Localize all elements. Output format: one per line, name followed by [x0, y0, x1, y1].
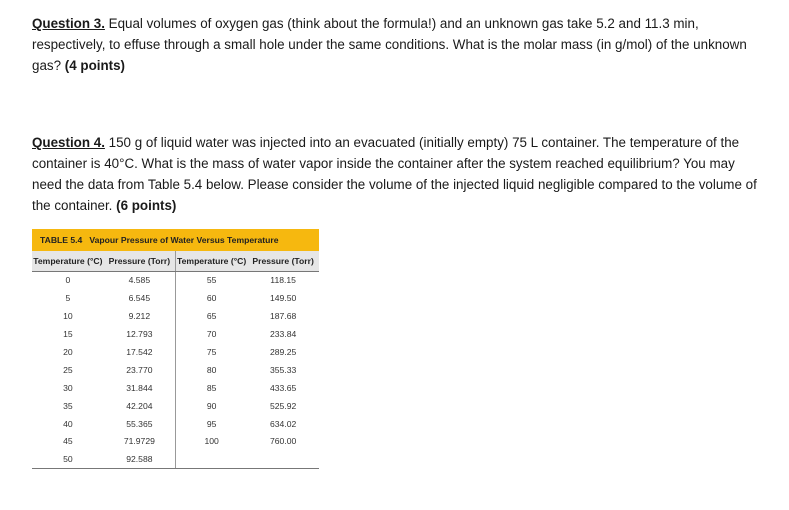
table-cell: 25	[63, 364, 73, 375]
table-cell: 187.68	[269, 311, 297, 322]
table-cell: 17.542	[104, 343, 176, 361]
table-row	[32, 271, 319, 289]
table-cell: 90	[206, 400, 217, 411]
column-header: Pressure (Torr)	[247, 251, 319, 271]
column-header: Pressure (Torr)	[104, 251, 176, 271]
table-row	[32, 397, 319, 415]
table-row	[32, 343, 319, 361]
vapour-pressure-table	[32, 229, 319, 469]
table-cell: 92.588	[104, 450, 176, 468]
table-cell: 20	[63, 347, 73, 357]
table-cell: 525.92	[269, 400, 297, 411]
table-cell: 6.545	[104, 289, 176, 307]
table-cell: 45	[63, 436, 73, 447]
table-cell: 433.65	[269, 382, 297, 393]
table-cell: 55.365	[104, 415, 176, 433]
table-cell: 12.793	[104, 325, 176, 343]
table-cell: 80	[206, 364, 217, 375]
table-cell: 355.33	[269, 364, 297, 375]
column-header: Temperature (°C)	[32, 251, 104, 271]
table-row	[32, 325, 319, 343]
table-cell: 9.212	[104, 307, 176, 325]
table-cell: 100	[204, 436, 219, 447]
column-header: Temperature (°C)	[176, 251, 248, 271]
table-cell: 30	[63, 382, 73, 393]
table-cell: 760.00	[269, 436, 297, 447]
question-4-label: Question 4.	[32, 135, 105, 150]
table-row	[32, 289, 319, 307]
table-cell: 10	[63, 311, 73, 322]
table-cell	[247, 450, 319, 468]
table-cell: 149.50	[269, 293, 297, 304]
table-row	[32, 307, 319, 325]
table-cell: 35	[63, 400, 73, 411]
table-row	[32, 433, 319, 451]
table-cell	[176, 450, 248, 468]
table-cell: 15	[63, 329, 73, 340]
table-cell: 23.770	[104, 361, 176, 379]
table-cell: 42.204	[104, 397, 176, 415]
table-cell: 31.844	[104, 379, 176, 397]
table-number: TABLE 5.4	[40, 235, 83, 245]
table-header-row	[32, 251, 319, 271]
question-4-points: (6 points)	[116, 198, 177, 213]
question-3-label: Question 3.	[32, 16, 105, 31]
table-cell: 4.585	[104, 271, 176, 289]
table-cell: 0	[65, 275, 71, 286]
data-table	[32, 251, 319, 469]
table-cell: 634.02	[269, 418, 297, 429]
question-4-text: 150 g of liquid water was injected into an evacuated (initially empty) 75 L container. The temperature of the container is 40°C. What is the mass of water vapor inside the container after the system reached equilibrium? You may need the data from Table 5.4 below. Please consider the volume of the injected liquid negligible compared to the volume of the container.	[32, 135, 757, 213]
table-row	[32, 361, 319, 379]
table-cell: 50	[32, 450, 104, 468]
table-row	[32, 379, 319, 397]
table-cell: 55	[206, 275, 217, 286]
table-cell: 5	[65, 293, 71, 304]
table-row	[32, 450, 319, 468]
table-title-bar	[32, 229, 319, 251]
table-cell: 70	[206, 329, 217, 340]
question-4	[32, 132, 760, 216]
table-cell: 118.15	[270, 275, 296, 286]
table-cell: 40	[63, 418, 73, 429]
table-title: Vapour Pressure of Water Versus Temperature	[89, 235, 279, 245]
table-row	[32, 415, 319, 433]
question-3	[32, 13, 752, 76]
table-cell: 75	[206, 347, 217, 357]
table-cell: 71.9729	[104, 433, 176, 451]
table-cell: 233.84	[269, 329, 297, 340]
table-cell: 85	[206, 382, 217, 393]
question-3-points: (4 points)	[64, 58, 126, 73]
question-3-text: Equal volumes of oxygen gas (think about the formula!) and an unknown gas take 5.2 and 11.3 min, respectively, to effuse through a small hole under the same conditions. What is the molar mass (in g/mol) of the unknown gas?	[32, 16, 747, 73]
table-cell: 289.25	[269, 347, 297, 357]
table-cell: 60	[206, 293, 217, 304]
table-cell: 65	[206, 311, 217, 322]
table-cell: 95	[206, 418, 217, 429]
